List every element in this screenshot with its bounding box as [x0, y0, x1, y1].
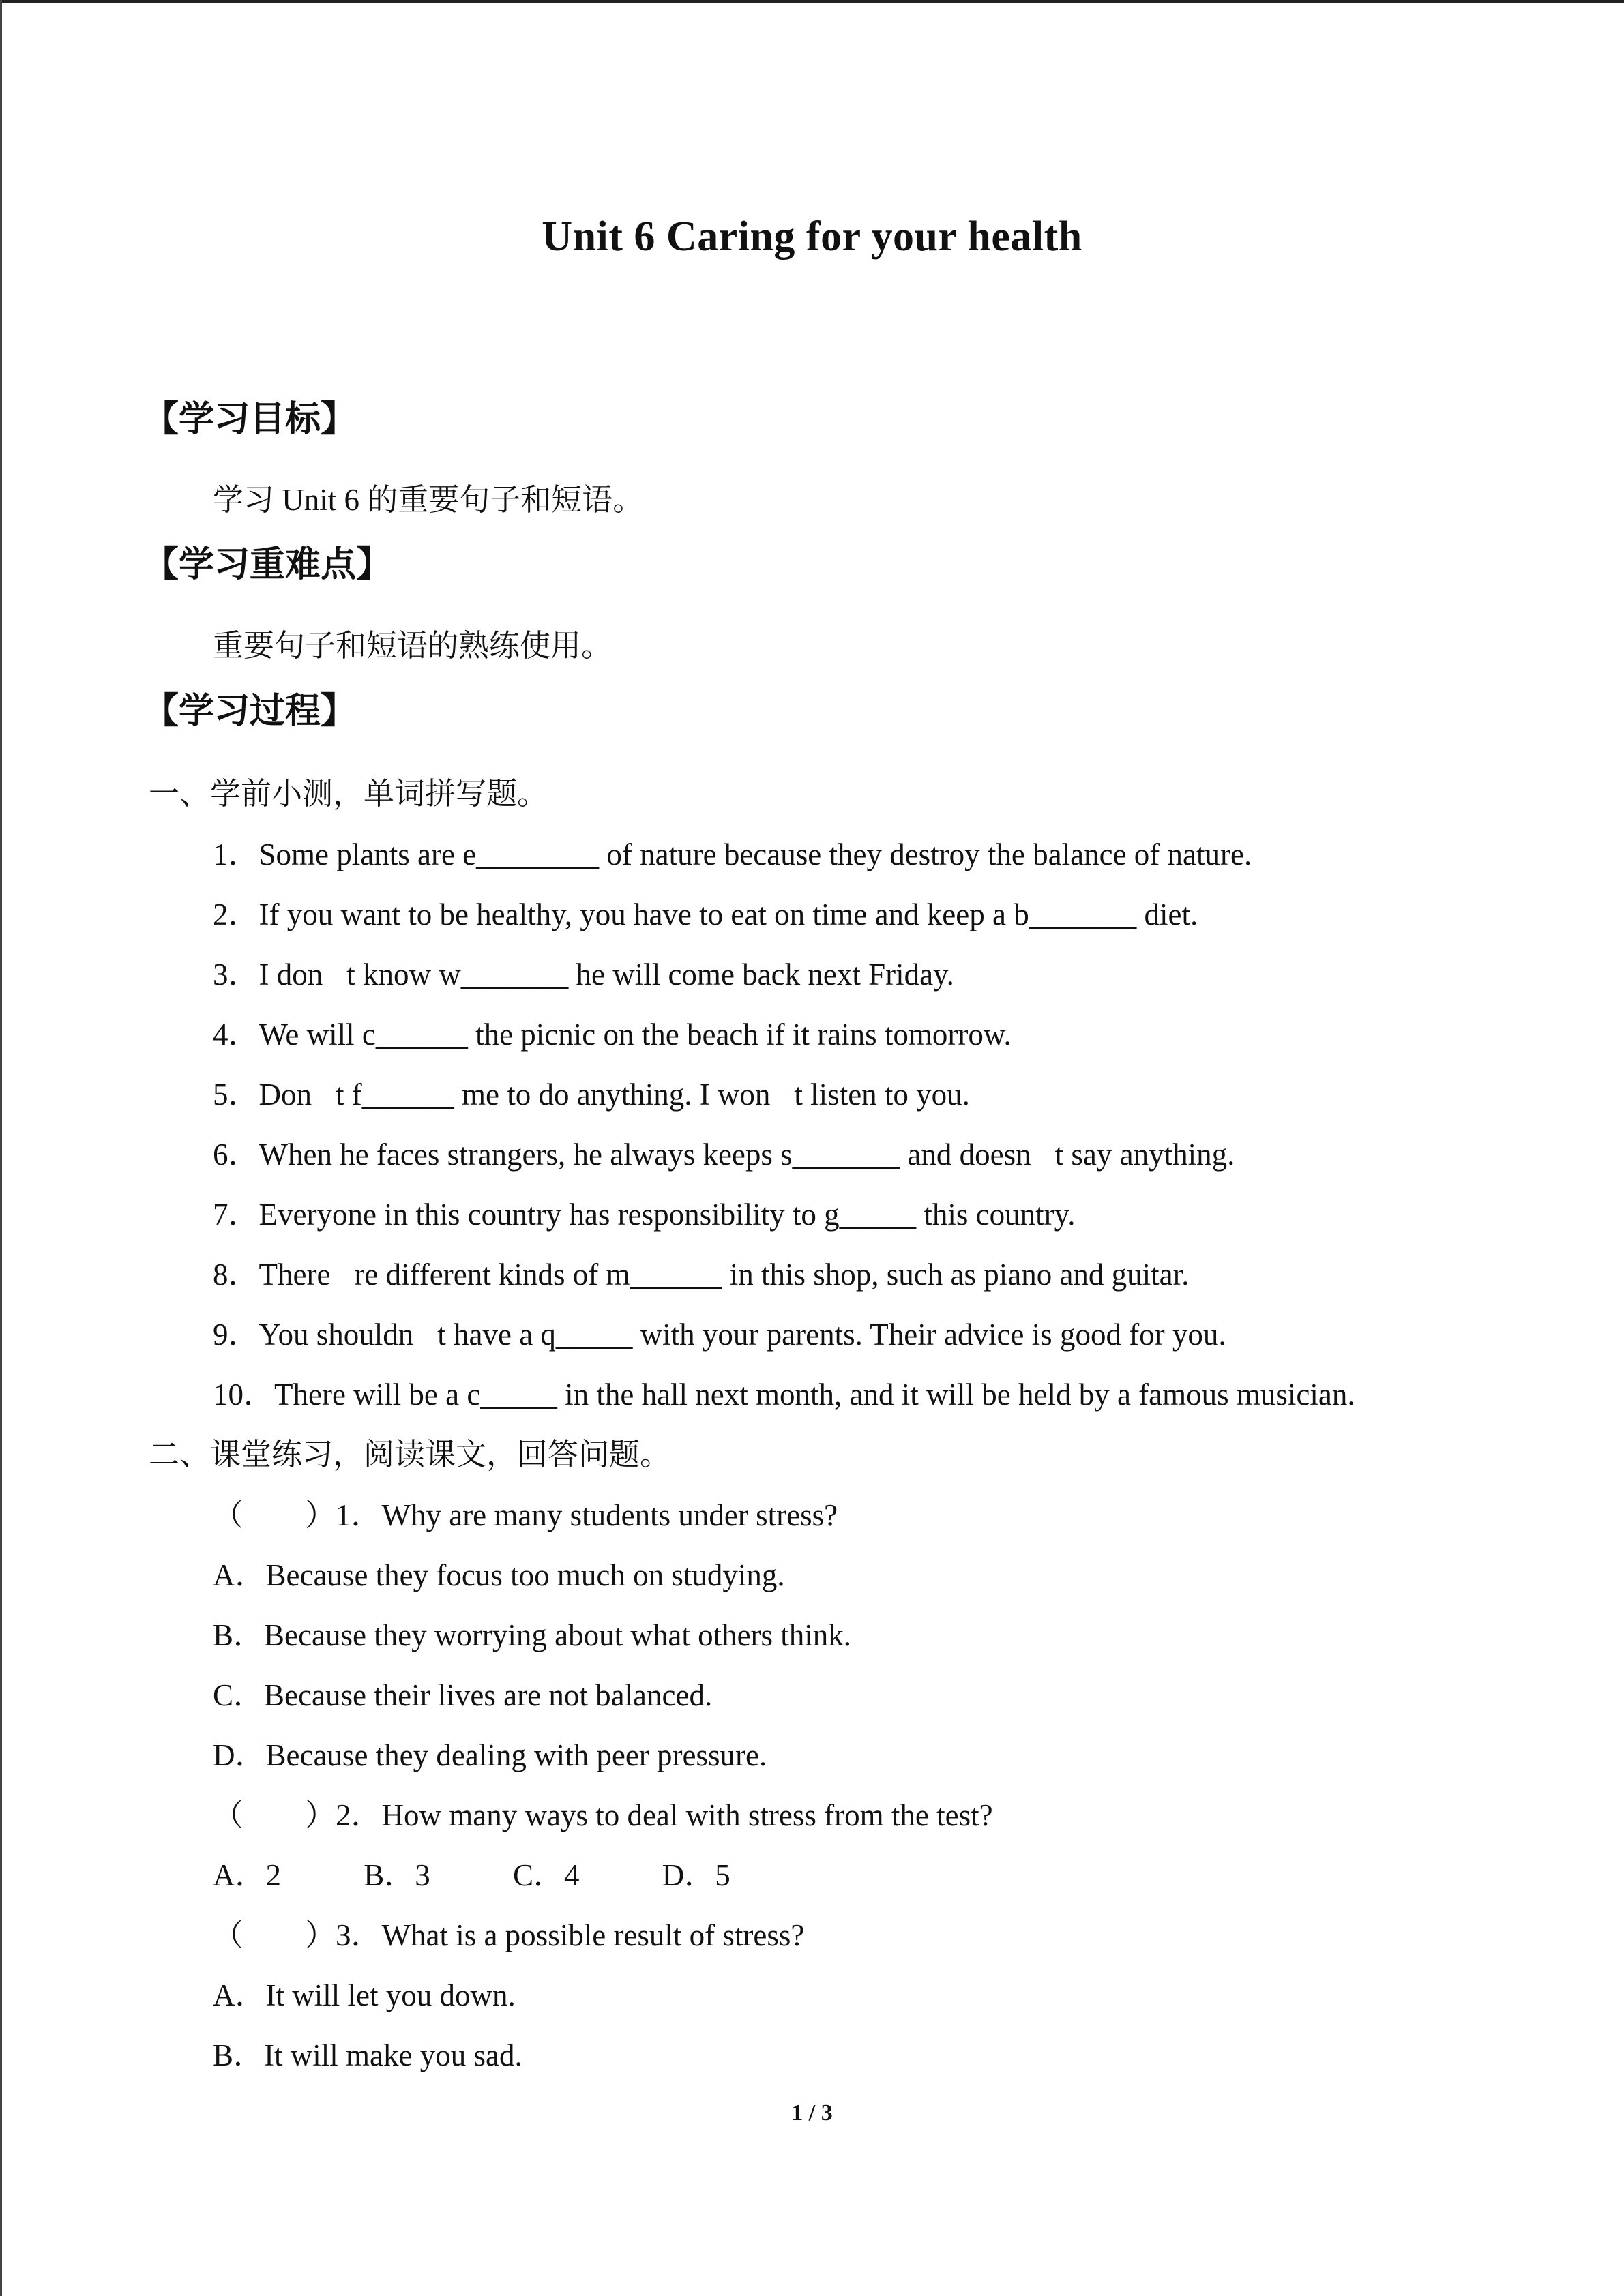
key-difficulties-text: 重要句子和短语的熟练使用。	[213, 629, 612, 663]
question-3-stem: （ ）3．What is a possible result of stress?	[213, 1918, 805, 1952]
question-1-option-a: A．Because they focus too much on studying.	[213, 1558, 785, 1592]
page-top-border	[0, 0, 1624, 3]
spelling-item: 1．Some plants are e________ of nature because they destroy the balance of nature.	[213, 837, 1252, 871]
spelling-item: 4．We will c______ the picnic on the beach if it rains tomorrow.	[213, 1017, 1012, 1052]
question-2-option-d: D．5	[662, 1858, 730, 1892]
question-1-option-b: B．Because they worrying about what others think.	[213, 1618, 852, 1652]
page-left-border	[0, 0, 2, 2296]
question-3-option-a: A．It will let you down.	[213, 1978, 516, 2012]
spelling-item: 5．Don t f______ me to do anything. I won t listen to you.	[213, 1077, 970, 1112]
page-number: 1 / 3	[791, 2100, 833, 2126]
document-title: Unit 6 Caring for your health	[542, 213, 1082, 260]
question-2-option-c: C．4	[513, 1858, 580, 1892]
heading-key-difficulties: 【学习重难点】	[143, 544, 392, 585]
heading-learning-process: 【学习过程】	[143, 691, 357, 732]
question-2-option-b: B．3	[364, 1858, 430, 1892]
question-1-option-c: C．Because their lives are not balanced.	[213, 1678, 713, 1712]
learning-goals-text: 学习 Unit 6 的重要句子和短语。	[213, 483, 644, 517]
question-3-option-b: B．It will make you sad.	[213, 2038, 522, 2072]
question-2-stem: （ ）2．How many ways to deal with stress from the test?	[213, 1798, 993, 1832]
spelling-item: 3．I don t know w_______ he will come back next Friday.	[213, 957, 954, 992]
heading-learning-goals: 【学习目标】	[143, 399, 357, 440]
section-1-title: 一、学前小测，单词拼写题。	[149, 777, 548, 811]
spelling-item: 8．There re different kinds of m______ in this shop, such as piano and guitar.	[213, 1257, 1190, 1292]
spelling-item: 2．If you want to be healthy, you have to eat on time and keep a b_______ diet.	[213, 897, 1198, 931]
spelling-item: 6．When he faces strangers, he always keeps s_______ and doesn t say anything.	[213, 1137, 1235, 1172]
spelling-item: 7．Everyone in this country has responsibility to g_____ this country.	[213, 1197, 1076, 1232]
question-2-option-a: A．2	[213, 1858, 281, 1892]
spelling-item: 9．You shouldn t have a q_____ with your parents. Their advice is good for you.	[213, 1317, 1226, 1352]
question-1-stem: （ ）1．Why are many students under stress?	[213, 1498, 838, 1532]
question-2-options	[213, 1850, 806, 1894]
spelling-item: 10．There will be a c_____ in the hall next month, and it will be held by a famous musician.	[213, 1377, 1355, 1412]
section-2-title: 二、课堂练习，阅读课文，回答问题。	[149, 1437, 671, 1472]
question-1-option-d: D．Because they dealing with peer pressure.	[213, 1738, 767, 1772]
